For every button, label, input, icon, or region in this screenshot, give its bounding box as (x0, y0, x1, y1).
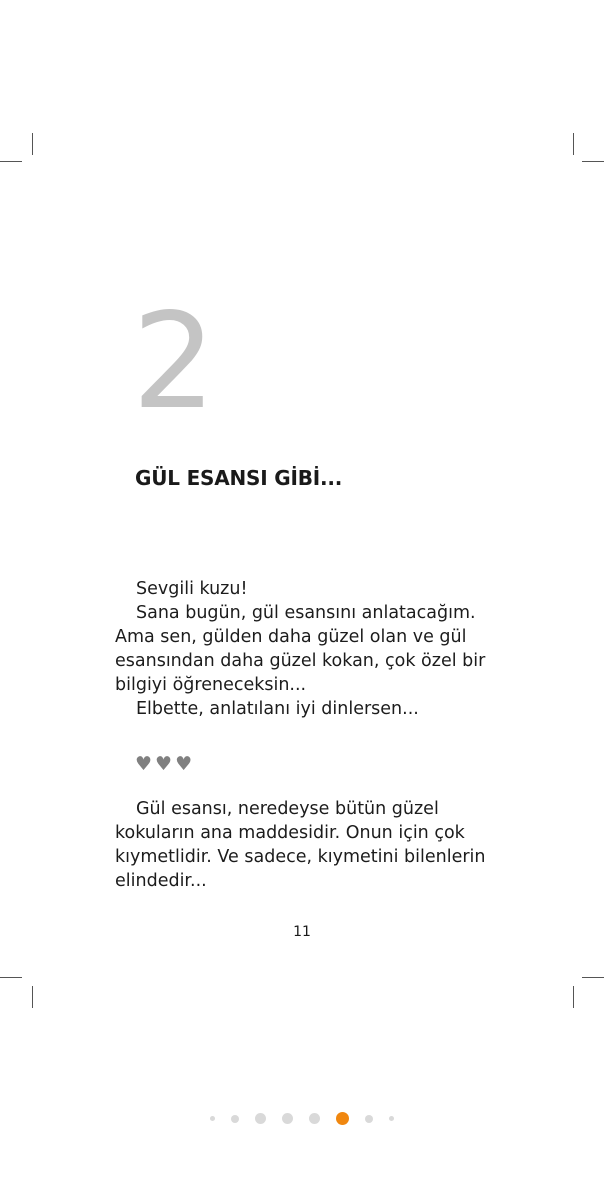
heart-separator-icon: ♥♥♥ (135, 753, 196, 775)
paragraph: Sevgili kuzu! (136, 579, 248, 599)
paragraph: Elbette, anlatılanı iyi dinlersen... (136, 699, 419, 719)
body-section-1 (115, 577, 487, 721)
page-dot[interactable] (255, 1113, 266, 1124)
page-number: 11 (293, 924, 311, 940)
page-dot-active[interactable] (336, 1112, 349, 1125)
chapter-number: 2 (132, 285, 216, 439)
crop-mark (582, 161, 604, 162)
page-indicator[interactable] (0, 1112, 604, 1125)
paragraph: Sana bugün, gül esansını anlatacağım. Ama sen, gülden daha güzel olan ve gül esansından daha güzel kokan, çok özel bir bilgiyi öğreneceksin... (115, 603, 486, 695)
page-dot[interactable] (210, 1116, 215, 1121)
page-dot[interactable] (231, 1115, 239, 1123)
crop-mark (573, 986, 574, 1008)
crop-mark (32, 986, 33, 1008)
body-section-2 (115, 797, 487, 893)
crop-mark (0, 977, 22, 978)
paragraph: Gül esansı, neredeyse bütün güzel kokuların ana maddesidir. Onun için çok kıymetlidir. Ve sadece, kıymetini bilenlerin elindedir... (115, 799, 486, 891)
crop-mark (582, 977, 604, 978)
page-dot[interactable] (365, 1115, 373, 1123)
page-dot[interactable] (282, 1113, 293, 1124)
crop-mark (0, 161, 22, 162)
chapter-title: GÜL ESANSI GİBİ... (135, 466, 343, 490)
crop-mark (32, 133, 33, 155)
crop-mark (573, 133, 574, 155)
page-dot[interactable] (309, 1113, 320, 1124)
page-dot[interactable] (389, 1116, 394, 1121)
